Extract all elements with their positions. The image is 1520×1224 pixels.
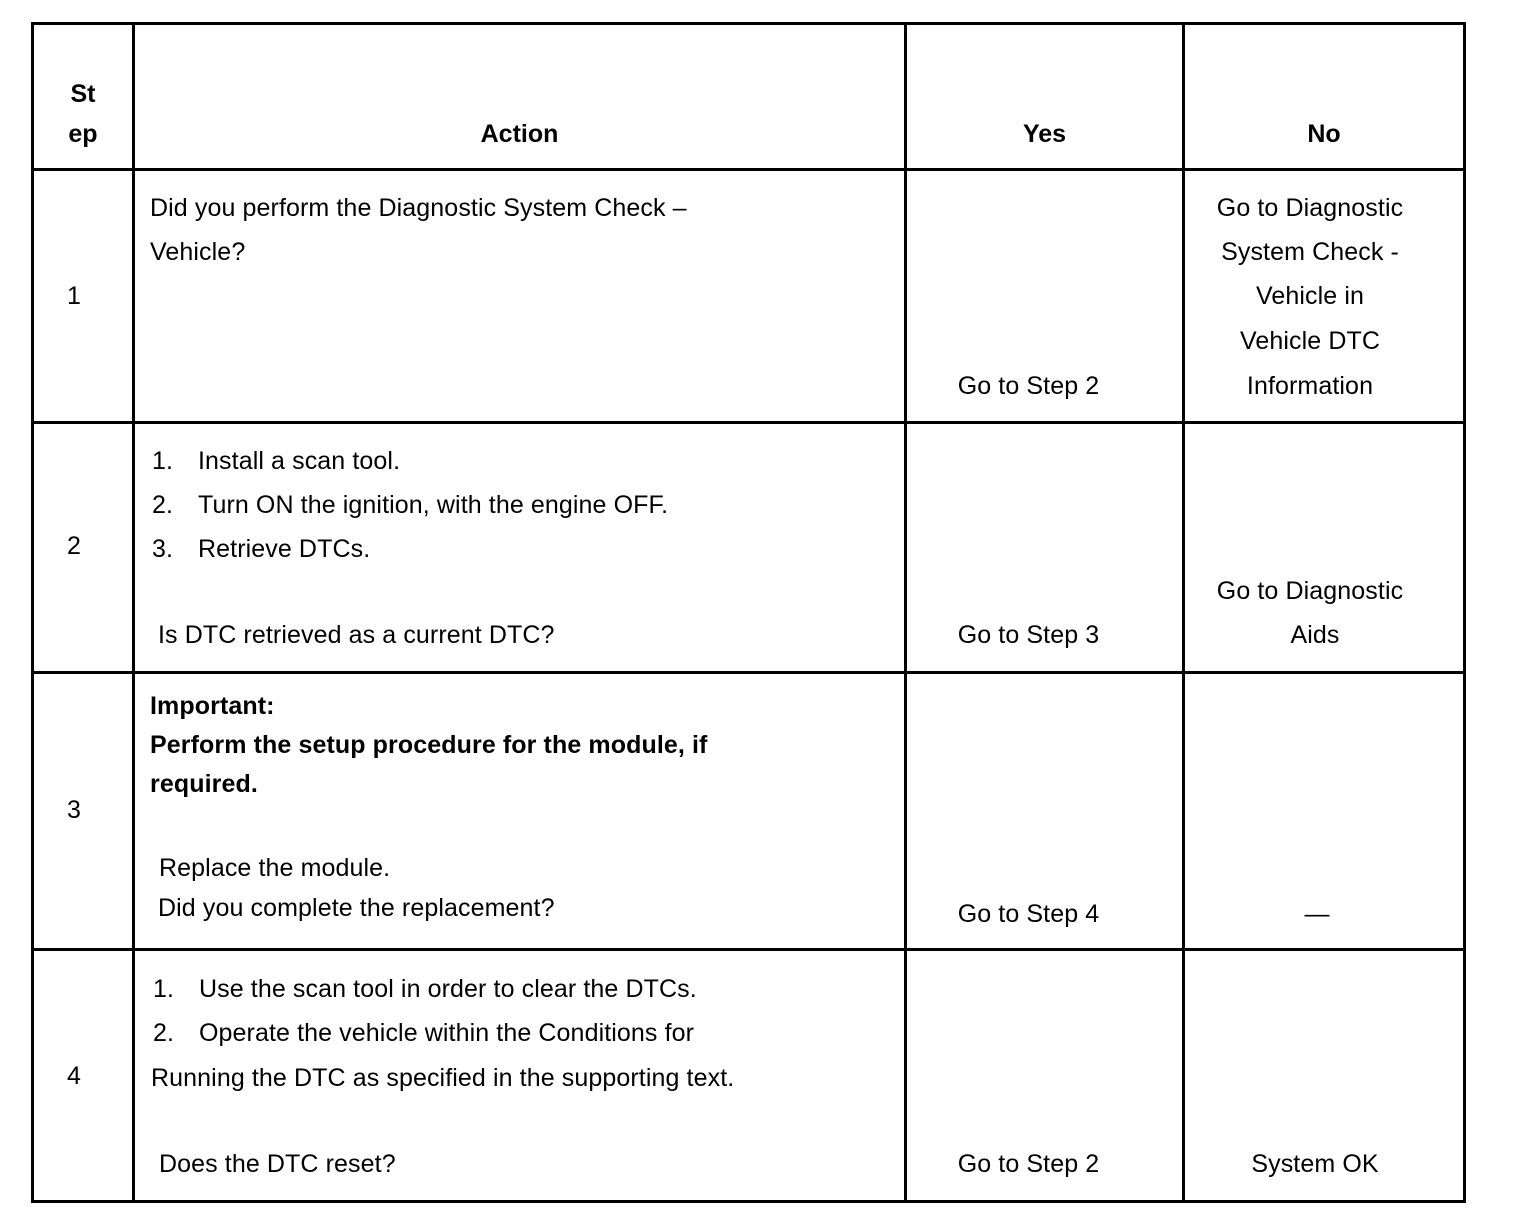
row-4-list-num-2: 2. xyxy=(153,1019,175,1047)
row-1-no-line-2: System Check - xyxy=(1221,238,1399,266)
row-4-no: System OK xyxy=(1251,1150,1379,1178)
row-2-list-text-3: Retrieve DTCs. xyxy=(198,535,371,563)
row-2-no-line-2: Aids xyxy=(1290,621,1340,649)
row-3-yes: Go to Step 4 xyxy=(957,900,1100,928)
row-3-action-line-1: Replace the module. xyxy=(159,854,391,882)
row-1-no-line-5: Information xyxy=(1246,372,1374,400)
row-1-no-line-3: Vehicle in xyxy=(1255,282,1365,310)
row-3-important-label: Important: xyxy=(150,692,275,720)
table-border-right xyxy=(1463,22,1466,1203)
header-step-line1: St xyxy=(70,80,96,108)
row-2-list-num-1: 1. xyxy=(152,447,174,475)
row-4-yes: Go to Step 2 xyxy=(957,1150,1100,1178)
row-3-important-line-2: required. xyxy=(150,770,258,798)
row-3-step: 3 xyxy=(66,796,81,824)
table-border-bottom xyxy=(31,1200,1466,1203)
table-border-top xyxy=(31,22,1466,25)
header-no: No xyxy=(1307,120,1341,148)
row-2-list-num-2: 2. xyxy=(152,491,174,519)
column-divider-step-action xyxy=(132,22,135,1203)
header-step-line2: ep xyxy=(68,120,98,148)
row-1-step: 1 xyxy=(66,282,81,310)
row-4-list-text-2: Operate the vehicle within the Conditions for xyxy=(199,1019,695,1047)
table-border-left xyxy=(31,22,34,1203)
row-2-no-line-1: Go to Diagnostic xyxy=(1216,577,1404,605)
row-2-list-text-2: Turn ON the ignition, with the engine OFF. xyxy=(198,491,669,519)
row-1-action-line-2: Vehicle? xyxy=(150,238,246,266)
row-4-step: 4 xyxy=(66,1062,81,1090)
row-2-yes: Go to Step 3 xyxy=(957,621,1100,649)
row-2-list-text-1: Install a scan tool. xyxy=(198,447,401,475)
row-1-no-line-1: Go to Diagnostic xyxy=(1216,194,1404,222)
row-4-list-text-1: Use the scan tool in order to clear the DTCs. xyxy=(199,975,697,1003)
row-4-list-num-1: 1. xyxy=(153,975,175,1003)
row-2-step: 2 xyxy=(66,532,81,560)
row-3-important-line-1: Perform the setup procedure for the module, if xyxy=(150,731,708,759)
row-2-list-num-3: 3. xyxy=(152,535,174,563)
row-4-continuation: Running the DTC as specified in the supporting text. xyxy=(151,1064,735,1092)
row-3-action-line-2: Did you complete the replacement? xyxy=(158,894,555,922)
header-action: Action xyxy=(480,120,559,148)
header-bottom-rule xyxy=(31,168,1466,171)
row-2-bottom-rule xyxy=(31,671,1466,674)
row-4-question: Does the DTC reset? xyxy=(159,1150,396,1178)
row-3-bottom-rule xyxy=(31,948,1466,951)
row-3-no: — xyxy=(1304,900,1330,928)
row-1-action-line-1: Did you perform the Diagnostic System Check – xyxy=(150,194,687,222)
row-2-question: Is DTC retrieved as a current DTC? xyxy=(158,621,555,649)
row-1-bottom-rule xyxy=(31,421,1466,424)
header-yes: Yes xyxy=(1022,120,1067,148)
row-1-no-line-4: Vehicle DTC xyxy=(1239,327,1381,355)
row-1-yes: Go to Step 2 xyxy=(957,372,1100,400)
